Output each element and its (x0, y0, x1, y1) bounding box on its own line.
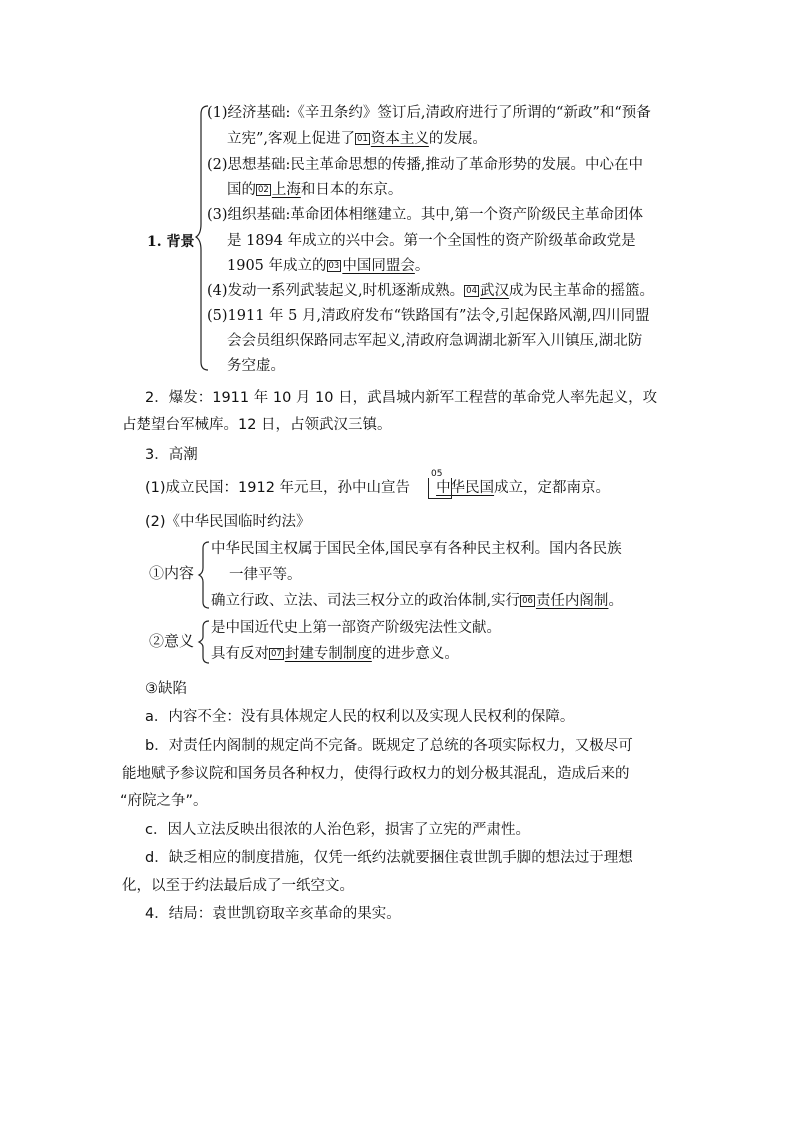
b5-l3: 务空虚。 (227, 358, 285, 374)
b5-l1: (5)1911 年 5 月,清政府发布“铁路国有”法令,引起保路风潮,四川同盟 (207, 308, 650, 324)
b4-l1: (4)发动一系列武装起义,时机逐渐成熟。 04 武汉成为民主革命的摇篮。 (207, 283, 654, 299)
flaw-b-1: b．对责任内阁制的规定尚不完备。既规定了总统的各项实际权力，又极尽可 (145, 738, 633, 754)
background-label: 1. 背景 (147, 234, 195, 250)
meaning-l1: 是中国近代史上第一部资产阶级宪法性文献。 (211, 620, 501, 636)
outbreak-line-1: 2．爆发：1911 年 10 月 10 日，武昌城内新军工程营的革命党人率先起义，攻 (145, 390, 658, 406)
b3-l2: 是 1894 年成立的兴中会。第一个全国性的资产阶级革命政党是 (227, 233, 636, 249)
flaw-b-2: 能地赋予参议院和国务员各种权力，使得行政权力的划分极其混乱，造成后来的 (122, 766, 630, 782)
background-brace (196, 104, 210, 374)
flaw-a: a．内容不全：没有具体规定人民的权利以及实现人民权利的保障。 (145, 709, 575, 725)
b1-l1: (1)经济基础:《辛丑条约》签订后,清政府进行了所谓的“新政”和“预备 (207, 105, 651, 121)
b3-l3: 1905 年成立的 03 中国同盟会。 (227, 258, 430, 274)
flaw-b-3: “府院之争”。 (120, 793, 208, 809)
b2-l1: (2)思想基础:民主革命思想的传播,推动了革命形势的发展。中心在中 (207, 157, 644, 173)
meaning-brace (199, 619, 211, 665)
climax-sub2: (2)《中华民国临时约法》 (145, 514, 311, 530)
blank-box-05: 05 (428, 478, 452, 499)
b5-l2: 会会员组织保路同志军起义,清政府急调湖北新军入川镇压,湖北防 (227, 333, 643, 349)
b1-l2: 立宪”,客观上促进了 01 资本主义的发展。 (227, 131, 487, 147)
ending-line: 4．结局：袁世凯窃取辛亥革命的果实。 (145, 906, 401, 922)
flaw-c: c．因人立法反映出很浓的人治色彩，损害了立宪的严肃性。 (145, 822, 530, 838)
climax-heading: 3．高潮 (145, 447, 198, 463)
b2-l2: 国的 02 上海和日本的东京。 (227, 182, 403, 198)
content-label: ①内容 (149, 564, 195, 582)
content-l3: 确立行政、立法、司法三权分立的政治体制,实行 06 责任内阁制。 (211, 593, 623, 609)
meaning-label: ②意义 (149, 632, 195, 650)
content-l2: 一律平等。 (229, 567, 302, 583)
content-l1: 中华民国主权属于国民全体,国民享有各种民主权利。国内各民族 (211, 541, 622, 557)
b3-l1: (3)组织基础:革命团体相继建立。其中,第一个资产阶级民主革命团体 (207, 207, 644, 223)
climax-sub1: (1)成立民国：1912 年元旦，孙中山宣告 中华民国成立，定都南京。 (145, 480, 611, 496)
content-brace (199, 540, 211, 612)
flaw-d-1: d．缺乏相应的制度措施，仅凭一纸约法就要捆住袁世凯手脚的想法过于理想 (145, 850, 633, 866)
meaning-l2: 具有反对 07 封建专制制度的进步意义。 (211, 646, 459, 662)
outbreak-line-2: 占楚望台军械库。12 日，占领武汉三镇。 (122, 417, 392, 433)
flaw-d-2: 化，以至于约法最后成了一纸空文。 (122, 878, 354, 894)
flaws-heading: ③缺陷 (145, 681, 187, 697)
